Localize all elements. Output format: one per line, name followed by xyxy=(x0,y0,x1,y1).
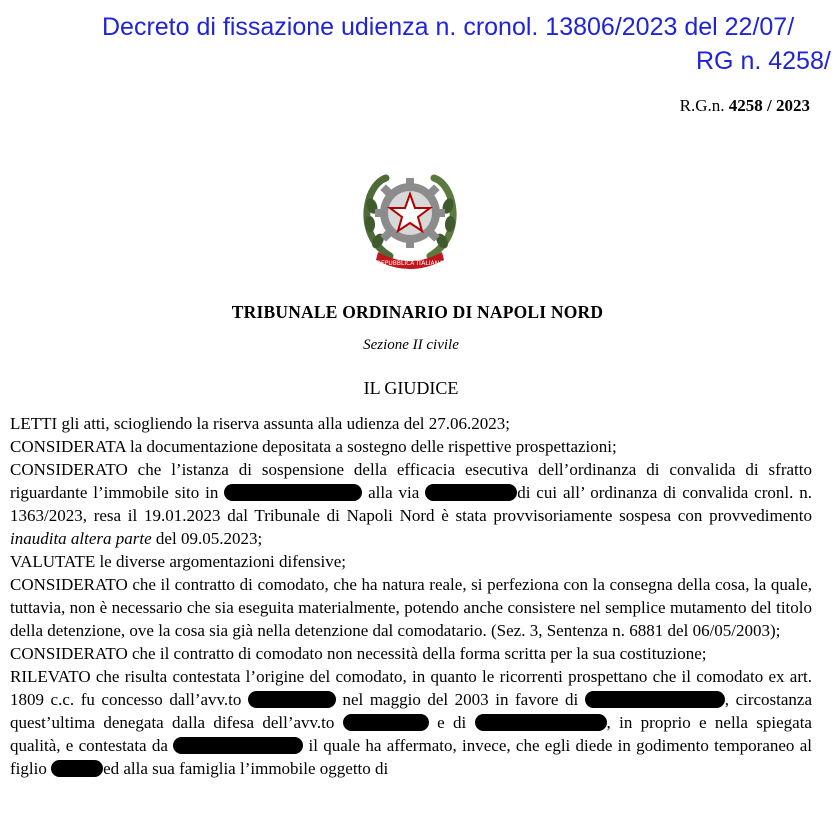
judge-heading: IL GIUDICE xyxy=(363,378,459,398)
case-number xyxy=(680,96,810,116)
redaction-bar xyxy=(51,760,103,777)
paragraph-rilevato xyxy=(10,665,812,780)
text-segment: il quale ha affermato, invece, che egli diede in godimento temporaneo al figlio xyxy=(10,736,812,778)
text-segment: CONSIDERATO che l’istanza di sospensione della efficacia esecutiva dell’ordinanza di convalida di sfratto riguardante l’immobile sito in xyxy=(10,460,812,502)
case-number-prefix: R.G.n. xyxy=(679,96,729,115)
redaction-bar xyxy=(224,484,362,501)
text-segment: , in proprio e nella spiegata qualità, e contestata da xyxy=(10,713,812,755)
text-segment: nel maggio del 2003 in favore di xyxy=(335,690,585,709)
paragraph-considerato-comodato: CONSIDERATO che il contratto di comodato, che ha natura reale, si perfeziona con la consegna della cosa, la quale, tuttavia, non è necessario che sia eseguita materialmente, potendo anche consistere nel semplice mutamento del titolo della detenzione, ove la cosa sia già nella detenzione dal comodatario. (Sez. 3, Sentenza n. 6881 del 06/05/2003); xyxy=(10,575,812,640)
redaction-bar xyxy=(475,714,607,731)
text-segment: RILEVATO che risulta contestata l’origine del comodato, in quanto le ricorrenti prospettano che il comodato ex art. 1809 c.c. fu concesso dall’avv.to xyxy=(10,667,812,709)
court-name: TRIBUNALE ORDINARIO DI NAPOLI NORD xyxy=(231,302,604,322)
redaction-bar xyxy=(425,484,517,501)
text-segment: e di xyxy=(428,713,475,732)
redaction-bar xyxy=(585,691,725,708)
filing-stamp-line-2: RG n. 4258/ xyxy=(696,47,831,75)
text-segment: ed alla sua famiglia l’immobile oggetto di xyxy=(103,759,389,778)
paragraph-considerato-forma: CONSIDERATO che il contratto di comodato non necessità della forma scritta per la sua costituzione; xyxy=(10,644,707,663)
paragraph-considerato-sospensione xyxy=(10,458,812,550)
court-section: Sezione II civile xyxy=(363,337,459,353)
text-segment: di cui all’ ordinanza di convalida cronl. n. 1363/2023, resa il 19.01.2023 dal Tribunale di Napoli Nord è stata provvisoriamente sospesa con provvedimento xyxy=(10,483,812,525)
redaction-bar xyxy=(248,691,336,708)
filing-stamp-line-1: Decreto di fissazione udienza n. cronol. 13806/2023 del 22/07/ xyxy=(102,13,795,41)
emblem-ribbon-text: REPUBBLICA ITALIANA xyxy=(376,260,444,267)
document-body xyxy=(10,412,812,780)
redaction-bar xyxy=(173,737,303,754)
text-segment: , circostanza quest’ultima denegata dalla difesa dell’avv.to xyxy=(10,690,813,732)
text-segment: del 09.05.2023; xyxy=(151,529,263,548)
paragraph-considerata: CONSIDERATA la documentazione depositata a sostegno delle rispettive prospettazioni; xyxy=(10,437,617,456)
case-number-value: 4258 / 2023 xyxy=(728,96,810,115)
paragraph-letti: LETTI gli atti, sciogliendo la riserva assunta alla udienza del 27.06.2023; xyxy=(10,414,510,433)
text-segment: alla via xyxy=(362,483,426,502)
text-segment-italic: inaudita altera parte xyxy=(10,529,152,548)
paragraph-valutate: VALUTATE le diverse argomentazioni difensive; xyxy=(10,552,347,571)
italian-republic-emblem-icon xyxy=(360,166,460,270)
redaction-bar xyxy=(343,714,429,731)
